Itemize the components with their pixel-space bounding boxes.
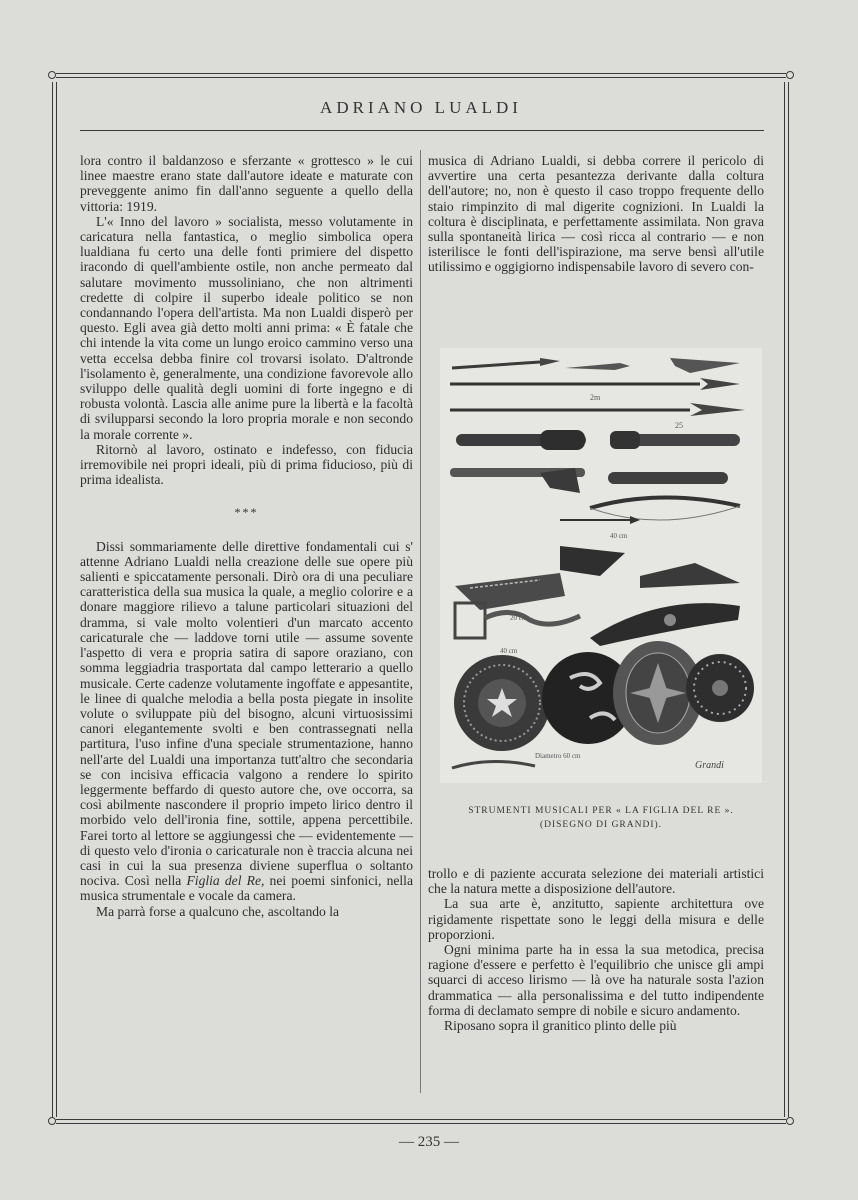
label-20cm: 20 cm (510, 614, 528, 622)
page-number: — 235 — (399, 1134, 459, 1150)
label-25: 25 (675, 421, 683, 430)
left-paragraph-4-text: Dissi sommariamente delle direttive fondamentali cui s' attenne Adriano Lualdi nella creazione delle sue opere più salienti e spiccatamente personali. Dirò ora di una peculiare caratteristica della sua musica la quale, a meglio colorire e a donare maggiore rilievo a talune particolari situazioni del dramma, si vale molto volentieri d'un marcato accento caricaturale che — laddove torni utile — assume sovente l'aspetto di vera e propria satira di sapore oraziano, con somma leggiadria trasportata dal campo letterario a quello musicale. Certe cadenze volutamente ingoffate e appesantite, le linee di qualche melodia a bella posta piegate in insolite volute o sviluppate più del bisogno, alcuni virtuosissimi canori elegantemente svolti e ben contrassegnati nella partitura, l'uso infine d'una speciale strumentazione, hanno nell'arte del Lualdi una importanza tutt'altro che secondaria se con incisiva efficacia valgono a rendere lo spirito leggermente beffardo di questo autore che, ove occorra, sa così abilmente nascondere il proprio impeto lirico dentro il morbido velo dell'ironia fine, sottile, appena percettibile. Farei torto al lettore se aggiungessi che — evidentemente — di questo velo d'ironia o caricaturale non è traccia alcuna nei casi in cui la sua presenza diviene superflua o soltanto nociva. Così nella (80, 538, 413, 889)
instruments-illustration (440, 348, 762, 783)
left-paragraph-1: lora contro il baldanzoso e sferzante « grottesco » le cui linee maestre erano state dall'autore ideate e maturate con preveggente animo fin dall'anno seguente a quello della vittoria: 1919. (80, 153, 413, 214)
label-40cm-b: 40 cm (500, 647, 518, 655)
right-paragraph-1: musica di Adriano Lualdi, si debba correre il pericolo di avvertire una certa pesantezza derivante dalla coltura dell'autore; no, non è questo il caso troppo frequente dello staio rimpinzito di mal digerite cognizioni. In Lualdi la coltura è disciplinata, e perfettamente assimilata. Non grava sulla spontaneità lirica — così ricca al contrario — e non isterilisce le fonti dell'ispirazione, ma serve bensì all'utile utilissimo e oggigiorno indispensabile lavoro di severo con- (428, 153, 764, 275)
shield-dotted (686, 654, 754, 722)
figure-caption-line-1: STRUMENTI MUSICALI PER « LA FIGLIA DEL RE ». (468, 806, 734, 816)
frame-ornament-top-left (48, 71, 56, 79)
spear-3 (450, 403, 745, 416)
left-paragraph-2: L'« Inno del lavoro » socialista, messo volutamente in caricatura nella fantastica, o meglio simbolica opera lualdiana fu certo una delle fonti primiere del dispetto iracondo di quell'ambiente ostile, non anche permeato dal salutare movimento mussoliniano, che non altrimenti credette di colpire il superbo ideale politico se non condannando l'opera dell'artista. Ma non Lualdi disperò per questo. Egli avea già detto molti anni prima: « È fatale che chi intende la vita come un lungo eroico cammino verso una vetta eccelsa debba finire col trovarsi isolato. D'altronde l'isolamento è, generalmente, una condizione favorevole allo sviluppo delle qualità degli uomini di forte ingegno e di robusta volontà. Lascia alle anime pure la libertà e la facoltà di svilupparsi secondo la loro propria morale e non secondo la morale corrente ». (80, 213, 413, 442)
frame-bottom-rule (56, 1119, 786, 1120)
left-column (80, 153, 413, 919)
left-paragraph-3: Ritornò al lavoro, ostinato e indefesso, con fiducia irremovibile nei propri ideali, più di prima fiducioso, più di prima idealista. (80, 441, 413, 488)
frame-ornament-bottom-right (786, 1117, 794, 1125)
left-paragraph-5: Ma parrà forse a qualcuno che, ascoltando la (96, 903, 340, 919)
frame-left-rule (52, 82, 53, 1117)
dagger-sheath-right (640, 563, 740, 588)
bow (560, 497, 740, 524)
right-paragraph-3: La sua arte è, anzitutto, sapiente architettura ove rigidamente rispettate sono le leggi della misura e delle proporzioni. (428, 896, 764, 942)
axe (450, 468, 585, 493)
spear-1 (452, 358, 740, 373)
frame-right-rule (784, 82, 785, 1117)
spear-2 (450, 378, 740, 390)
running-head: ADRIANO LUALDI (320, 98, 522, 117)
figure-caption-line-2: (DISEGNO DI GRANDI). (539, 820, 663, 830)
right-column-top (428, 153, 764, 275)
knife-handle (608, 472, 728, 484)
artist-signature: Grandi (695, 760, 724, 771)
instruments-drawing (440, 348, 762, 783)
column-divider (420, 150, 421, 1093)
frame-ornament-bottom-left (48, 1117, 56, 1125)
frame-top-rule-inner (56, 77, 786, 78)
sheath-center (560, 546, 625, 576)
opera-title: Figlia del Re (186, 873, 261, 889)
right-column-bottom (428, 866, 764, 1033)
header-rule (80, 130, 764, 131)
label-40cm-a: 40 cm (610, 532, 628, 540)
label-diameter: Diametro 60 cm (535, 752, 581, 760)
frame-top-rule (56, 73, 786, 74)
right-paragraph-4: Ogni minima parte ha in essa la sua metodica, precisa ragione d'essere e perfetto è l'equilibrio che unisce gli ampi squarci di acceso lirismo — là ove ha naturale sosta l'azion drammatica — alla personalissima e del tutto indipendente forma di declamato sempre di nobile e sicuro andamento. (428, 942, 764, 1018)
left-paragraph-4 (80, 539, 413, 904)
curved-dagger-right (590, 603, 740, 646)
club-left (456, 430, 586, 450)
section-separator: *** (234, 505, 259, 520)
right-paragraph-5: Riposano sopra il granitico plinto delle più (444, 1018, 677, 1034)
frame-right-rule-inner (788, 82, 789, 1117)
frame-bottom-rule-inner (56, 1123, 786, 1124)
small-bow (452, 761, 535, 768)
frame-left-rule-inner (56, 82, 57, 1117)
shield-star (454, 655, 550, 751)
right-paragraph-2: trollo e di paziente accurata selezione dei materiali artistici che la natura mette a disposizione dell'autore. (428, 866, 764, 897)
club-right (610, 431, 740, 449)
label-2m: 2m (590, 393, 601, 402)
left-paragraph-4-tail: , nei poemi sinfonici, nella musica strumentale e vocale da camera. (80, 873, 413, 904)
frame-ornament-top-right (786, 71, 794, 79)
